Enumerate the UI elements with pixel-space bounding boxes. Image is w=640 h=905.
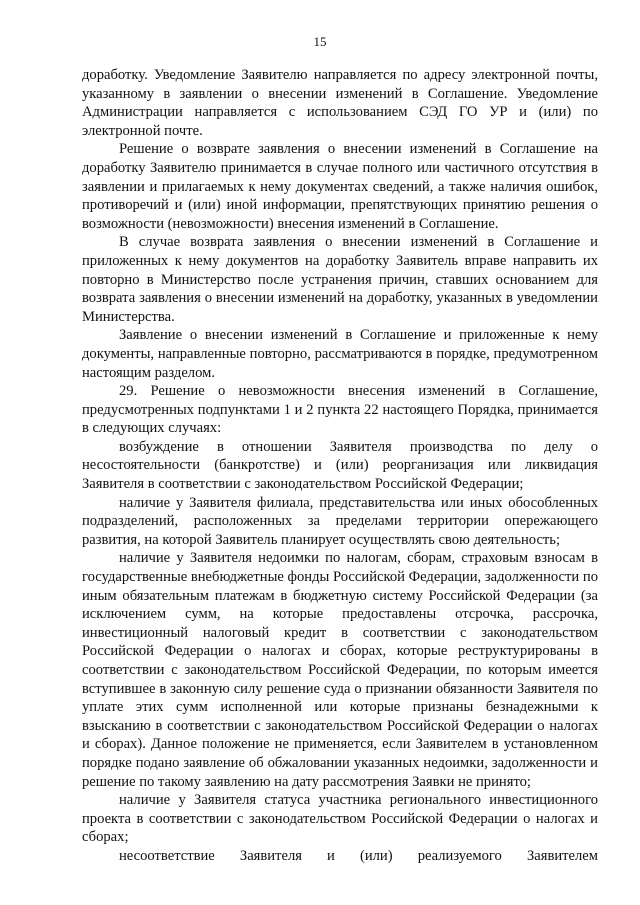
page-number: 15 <box>313 34 327 49</box>
body-text <box>82 66 598 866</box>
paragraph-branch-case: наличие у Заявителя филиала, представительства или иных обособленных подразделений, расположенных за пределами территории опережающего развития, на которой Заявитель планирует осуществлять свою деятельность; <box>82 494 598 548</box>
paragraph-nonconformity-case: несоответствие Заявителя и (или) реализуемого Заявителем <box>119 847 598 864</box>
paragraph-reconsideration: Заявление о внесении изменений в Соглашение и приложенные к нему документы, направленные повторно, рассматриваются в порядке, предумотренном настоящим разделом. <box>82 327 598 381</box>
paragraph-resubmission: В случае возврата заявления о внесении изменений в Соглашение и приложенных к нему документов на доработку Заявитель вправе направить их повторно в Министерство после устранения причин, ставших основанием для возврата заявления о внесении изменений на доработку, указанных в уведомлении Министерства. <box>82 234 598 325</box>
paragraph-continuation: доработку. Уведомление Заявителю направляется по адресу электронной почты, указанному в заявлении о внесении изменений в Соглашение. Уведомление Администрации направляется с использованием СЭД ГО УР и (или) по электронной почте. <box>82 67 598 139</box>
paragraph-item-29: 29. Решение о невозможности внесения изменений в Соглашение, предусмотренных подпунктами 1 и 2 пункта 22 настоящего Порядка, принимается в следующих случаях: <box>82 383 598 437</box>
paragraph-tax-arrears-case: наличие у Заявителя недоимки по налогам, сборам, страховым взносам в государственные внебюджетные фонды Российской Федерации, задолженности по иным обязательным платежам в бюджетную систему Российской Федерации (за исключением сумм, на которые предоставлены отсрочка, рассрочка, инвестиционный налоговый кредит в соответствии с законодательством Российской Федерации о налогах и сборах, которые реструктурированы в соответствии с законодательством Российской Федерации, по которым имеется вступившее в законную силу решение суда о признании обязанности Заявителя по уплате этих сумм исполненной или которые признаны безнадежными к взысканию в соответствии с законодательством Российской Федерации о налогах и сборах). Данное положение не применяется, если Заявителем в установленном порядке подано заявление об обжаловании указанных недоимки, задолженности и решение по такому заявлению на дату рассмотрения Заявки не принято; <box>82 550 598 790</box>
paragraph-return-decision: Решение о возврате заявления о внесении изменений в Соглашение на доработку Заявителю принимается в случае полного или частичного отсутствия в заявлении и прилагаемых к нему документах сведений, а также наличия ошибок, противоречий и (или) иной информации, препятствующих принятию решения о возможности (невозможности) внесения изменений в Соглашение. <box>82 141 598 232</box>
paragraph-regional-project-case: наличие у Заявителя статуса участника регионального инвестиционного проекта в соответствии с законодательством Российской Федерации о налогах и сборах; <box>82 792 598 846</box>
paragraph-bankruptcy-case: возбуждение в отношении Заявителя производства по делу о несостоятельности (банкротстве) и (или) реорганизация или ликвидация Заявителя в соответствии с законодательством Российской Федерации; <box>82 438 598 493</box>
